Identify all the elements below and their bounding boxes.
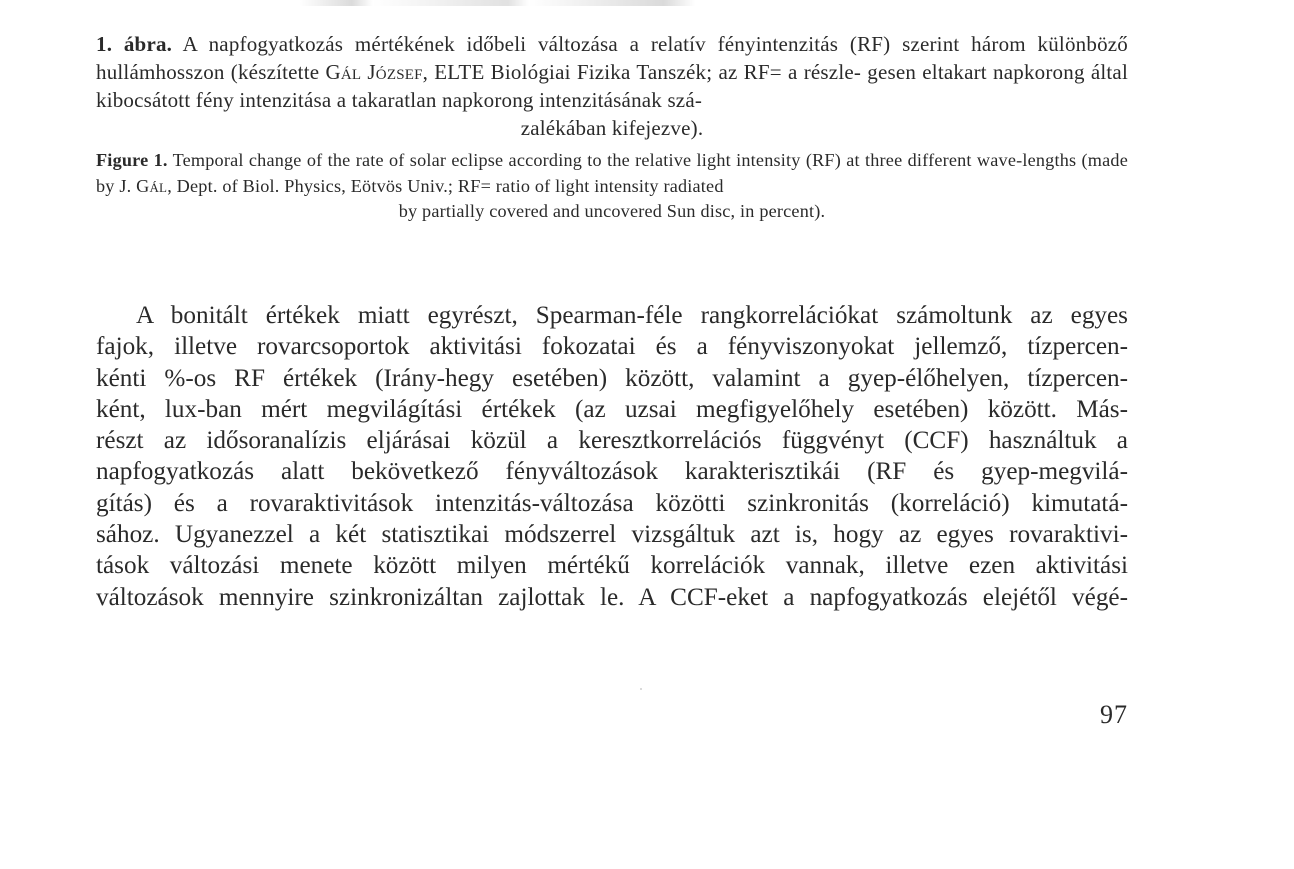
caption-en-line1: Temporal change of the rate of solar eclipse according to the relative light intensity (RF) at three xyxy=(167,150,903,170)
caption-en-author: Gál xyxy=(136,175,168,196)
caption-en-line2-after: , Dept. of Biol. Physics, Eötvös Univ.; RF= ratio of light intensity radiated xyxy=(167,175,724,196)
caption-hu-line2-before: különböző hullámhosszon (készítette xyxy=(96,32,1128,84)
caption-hu-line1: A napfogyatkozás mértékének időbeli változása a relatív fényintenzitás (RF) szerint három xyxy=(172,32,1026,56)
caption-hu-line2-after: , ELTE Biológiai Fizika Tanszék; az RF= a részle- xyxy=(422,60,862,84)
cropped-header-remnant xyxy=(300,0,820,6)
scan-speck xyxy=(640,688,642,690)
caption-hu-line4: zalékában kifejezve). xyxy=(520,116,704,140)
body-line: kénti %-os RF értékek (Irány-hegy esetében) között, valamint a gyep-élőhelyen, tízpercen- xyxy=(96,364,1128,392)
caption-en-line3: by partially covered and uncovered Sun disc, in percent). xyxy=(398,201,826,221)
figure-caption xyxy=(96,30,1128,225)
caption-english xyxy=(96,148,1128,225)
caption-en-line2-before: different wave-lengths (made by J. xyxy=(96,150,1128,196)
caption-hungarian xyxy=(96,30,1128,142)
body-paragraph xyxy=(96,300,1128,613)
caption-hu-line3: gesen eltakart napkorong által kibocsátott fény intenzitása a takaratlan napkorong intenzitásának szá- xyxy=(96,60,1128,112)
body-line: fajok, illetve rovarcsoportok aktivitási fokozatai és a fényviszonyokat jellemző, tízpercen- xyxy=(96,333,1128,361)
caption-hu-label: 1. ábra. xyxy=(96,32,173,56)
body-line: A bonitált értékek miatt egyrészt, Spearman-féle rangkorrelációkat számoltunk az egyes xyxy=(136,302,1128,329)
caption-en-label: Figure 1. xyxy=(96,150,168,170)
body-line: gítás) és a rovaraktivitások intenzitás-változása közötti szinkronitás (korreláció) kimutatá- xyxy=(96,489,1128,517)
body-line: részt az idősoranalízis eljárásai közül a keresztkorrelációs függvényt (CCF) használtuk a xyxy=(96,427,1128,455)
body-line: ként, lux-ban mért megvilágítási értékek (az uzsai megfigyelőhely esetében) között. Más- xyxy=(96,395,1128,423)
caption-hu-author: Gál József xyxy=(325,60,423,84)
body-line: változások mennyire szinkronizáltan zajlottak le. A CCF-eket a napfogyatkozás elejétől végé- xyxy=(96,583,1128,611)
body-line: tások változási menete között milyen mértékű korrelációk vannak, illetve ezen aktivitási xyxy=(96,552,1128,580)
page-number: 97 xyxy=(1100,700,1128,729)
body-line: napfogyatkozás alatt bekövetkező fényváltozások karakterisztikái (RF és gyep-megvilá- xyxy=(96,458,1128,486)
body-line: sához. Ugyanezzel a két statisztikai módszerrel vizsgáltuk azt is, hogy az egyes rovaraktivi- xyxy=(96,521,1128,549)
